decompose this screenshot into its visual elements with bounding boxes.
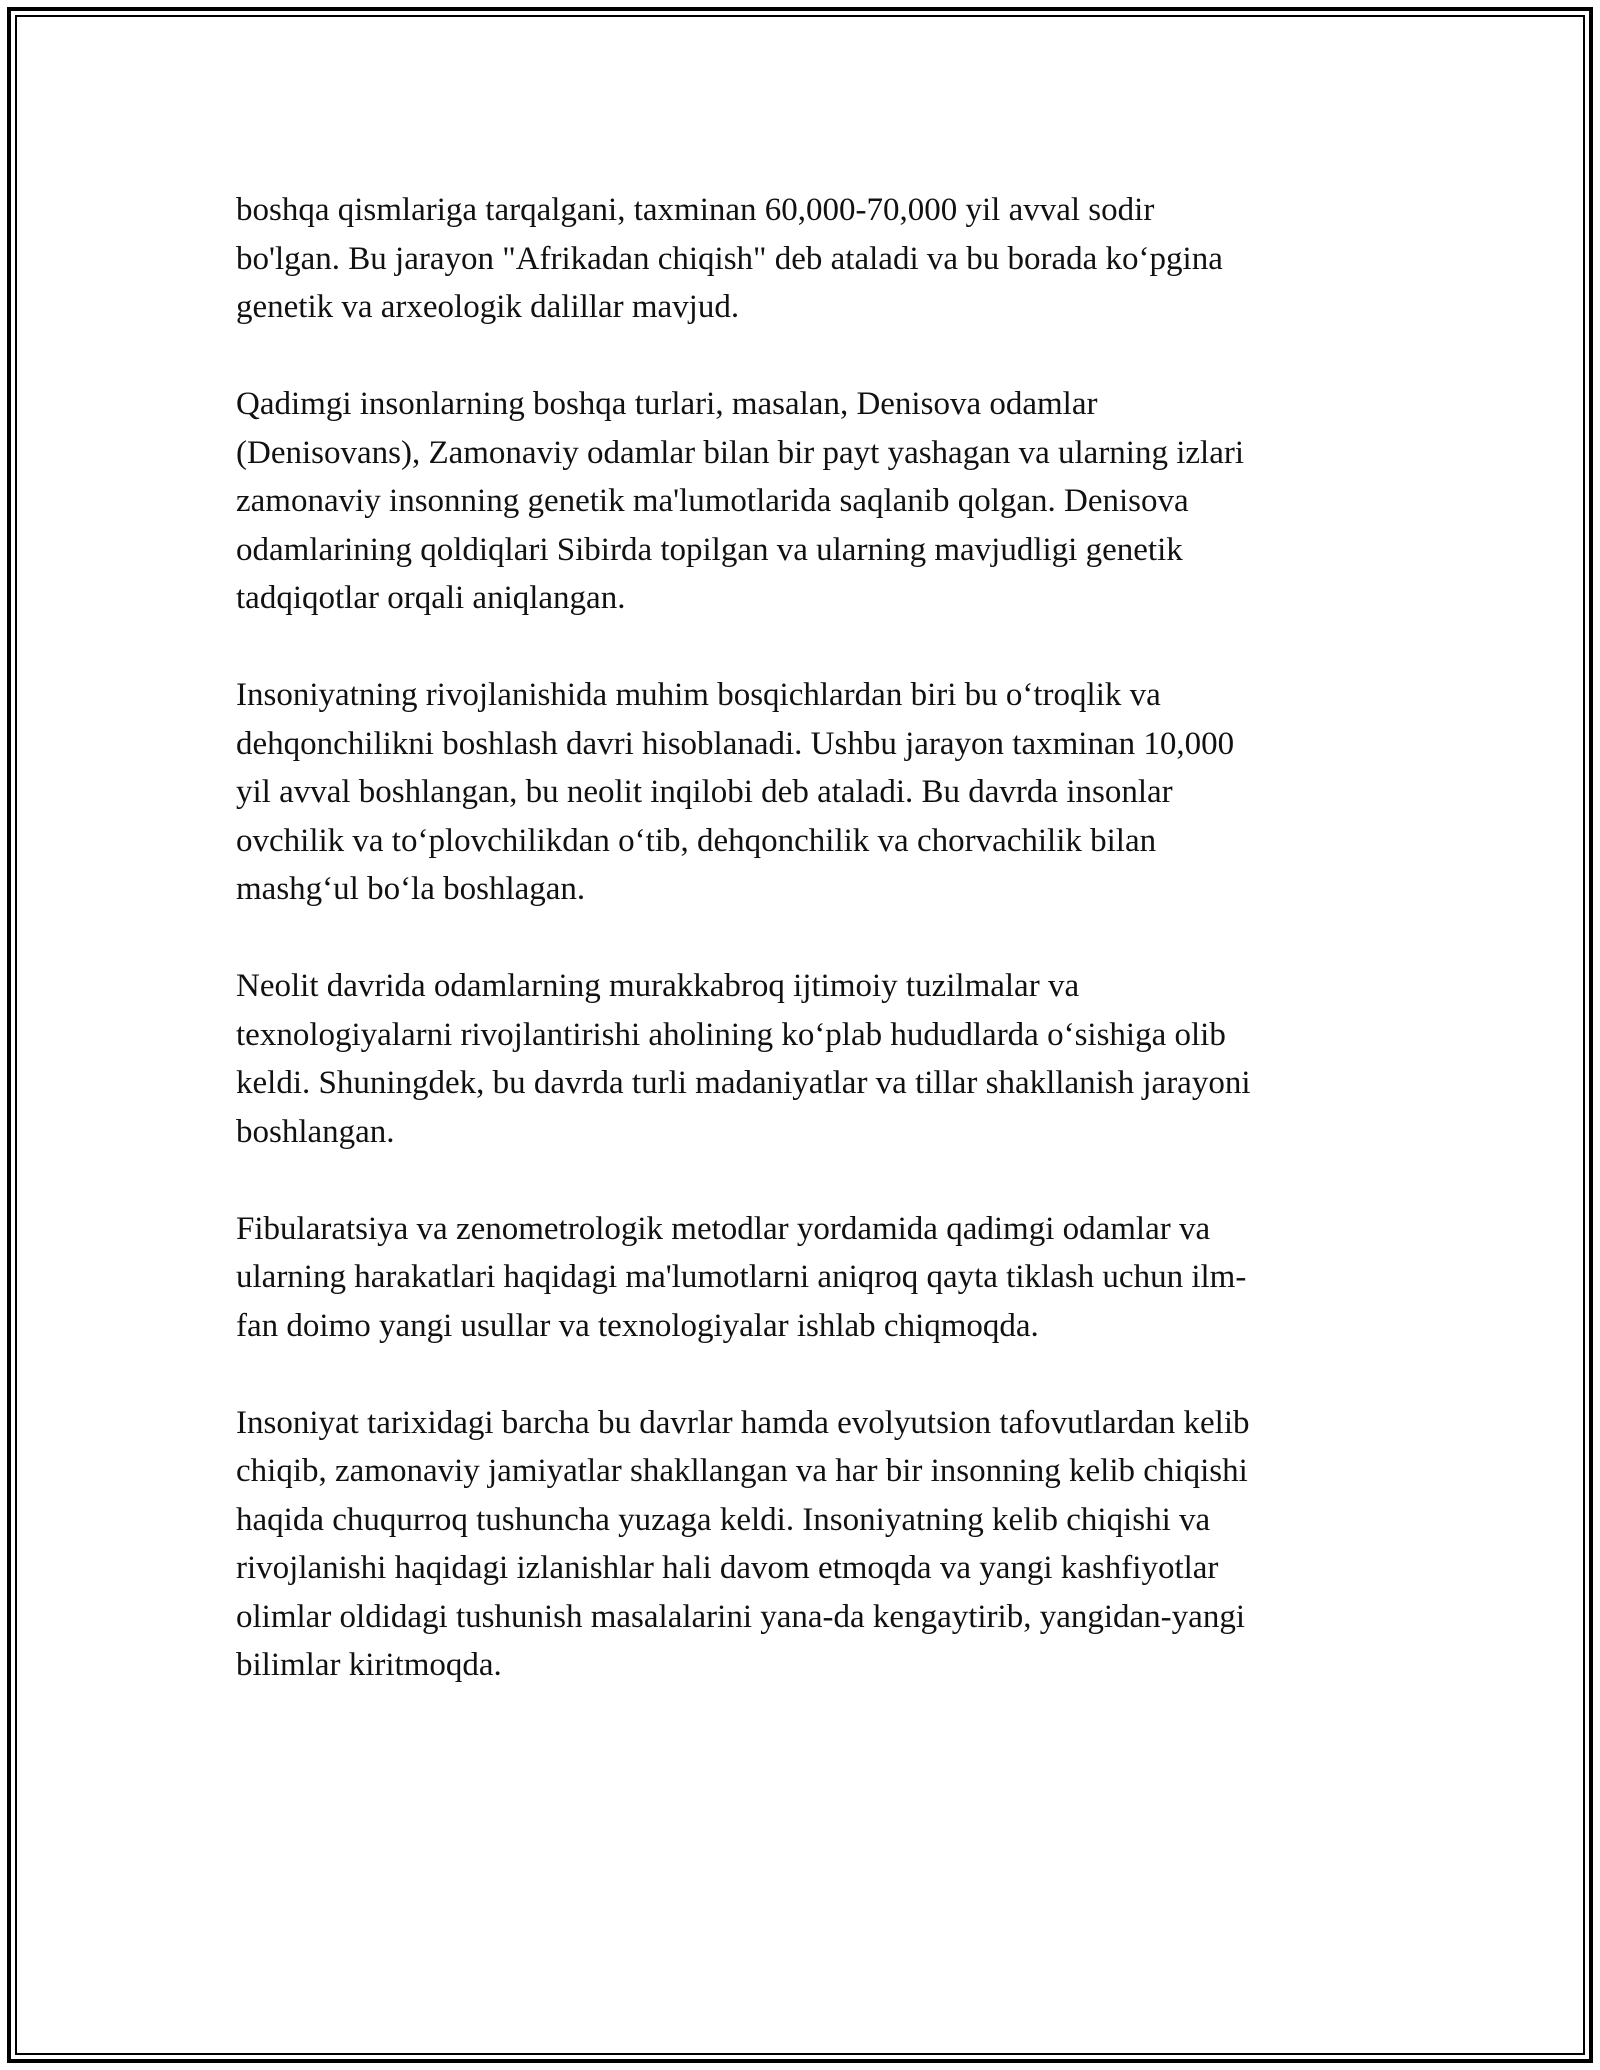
text-line: dehqonchilikni boshlash davri hisoblanadi. Ushbu jarayon taxminan 10,000 [236,725,1235,762]
text-line: olimlar oldidagi tushunish masalalarini yana-da kengaytirib, yangidan-yangi [236,1598,1245,1635]
text-line: ularning harakatlari haqidagi ma'lumotlarni aniqroq qayta tiklash uchun ilm- [236,1259,1247,1295]
text-line: ovchilik va to‘plovchilikdan o‘tib, dehqonchilik va chorvachilik bilan [236,822,1157,859]
text-line: texnologiyalarni rivojlantirishi aholining ko‘plab hududlarda o‘sishiga olib [236,1016,1226,1053]
paragraph-2 [236,380,1362,623]
paragraph-5 [236,1205,1362,1351]
text-line: bilimlar kiritmoqda. [236,1647,502,1683]
text-line: mashg‘ul bo‘la boshlagan. [236,871,586,907]
text-line: fan doimo yangi usullar va texnologiyalar ishlab chiqmoqda. [236,1307,1039,1344]
text-line: tadqiqotlar orqali aniqlangan. [236,580,626,616]
text-line: keldi. Shuningdek, bu davrda turli madaniyatlar va tillar shakllanish jarayoni [236,1065,1251,1101]
text-line: Insoniyatning rivojlanishida muhim bosqichlardan biri bu o‘troqlik va [236,677,1161,713]
paragraph-3 [236,671,1362,914]
paragraph-4 [236,962,1362,1156]
text-line: Fibularatsiya va zenometrologik metodlar yordamida qadimgi odamlar va [236,1210,1211,1247]
paragraph-1 [236,186,1362,332]
text-line: Insoniyat tarixidagi barcha bu davrlar hamda evolyutsion tafovutlardan kelib [236,1404,1250,1441]
document-body [236,186,1362,1738]
text-line: odamlarining qoldiqlari Sibirda topilgan va ularning mavjudligi genetik [236,531,1183,568]
text-line: Neolit davrida odamlarning murakkabroq ijtimoiy tuzilmalar va [236,968,1080,1004]
text-line: yil avval boshlangan, bu neolit inqilobi deb ataladi. Bu davrda insonlar [236,774,1173,810]
text-line: zamonaviy insonning genetik ma'lumotlarida saqlanib qolgan. Denisova [236,483,1189,519]
text-line: genetik va arxeologik dalillar mavjud. [236,289,740,325]
paragraph-6 [236,1399,1362,1690]
text-line: Qadimgi insonlarning boshqa turlari, masalan, Denisova odamlar [236,386,1098,422]
text-line: rivojlanishi haqidagi izlanishlar hali davom etmoqda va yangi kashfiyotlar [236,1550,1219,1586]
text-line: chiqib, zamonaviy jamiyatlar shakllangan va har bir insonning kelib chiqishi [236,1453,1248,1489]
text-line: boshqa qismlariga tarqalgani, taxminan 60,000-70,000 yil avval sodir [236,192,1155,228]
text-line: haqida chuqurroq tushuncha yuzaga keldi. Insoniyatning kelib chiqishi va [236,1501,1211,1538]
text-line: boshlangan. [236,1113,395,1150]
text-line: bo'lgan. Bu jarayon "Afrikadan chiqish" deb ataladi va bu borada ko‘pgina [236,240,1223,277]
text-line: (Denisovans), Zamonaviy odamlar bilan bir payt yashagan va ularning izlari [236,434,1245,471]
